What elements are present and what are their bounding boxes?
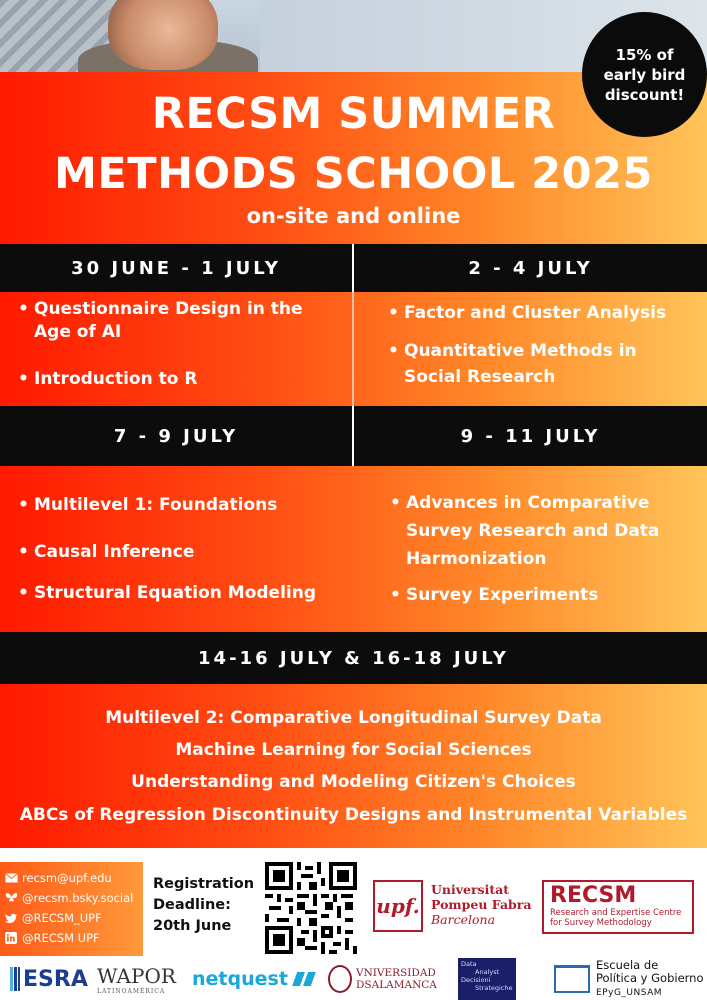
- subtitle: on-site and online: [246, 204, 461, 228]
- netquest-mark-icon: [291, 972, 317, 986]
- course-item-continued: [16, 321, 121, 344]
- das-line-4: Strategiche: [475, 984, 513, 992]
- epyg-logo: [554, 958, 704, 1000]
- recsm-logo-line-1: Research and Expertise Centre: [550, 908, 682, 918]
- contact-bluesky-text: @recsm.bsky.social: [22, 891, 134, 905]
- block2-right-date: 9 - 11 JULY: [460, 425, 601, 447]
- course-item-continued-text: Harmonization: [406, 549, 547, 569]
- contact-bluesky[interactable]: [4, 888, 139, 908]
- salamanca-text: [356, 967, 437, 991]
- registration-date: 20th June: [153, 918, 232, 934]
- registration-line-2: Deadline:: [153, 897, 231, 913]
- course-item-continued: [388, 520, 659, 543]
- upf-line-1: Universitat: [431, 882, 509, 897]
- course-item: Understanding and Modeling Citizen's Choices: [131, 772, 576, 792]
- course-item: • Introduction to R: [16, 368, 197, 391]
- person-face: [108, 0, 218, 70]
- contact-twitter[interactable]: [4, 908, 139, 928]
- block3-header-bar: [0, 632, 707, 684]
- course-item-continued-text: Social Research: [404, 367, 556, 387]
- course-item: • Survey Experiments: [388, 584, 598, 607]
- linkedin-icon: [4, 931, 18, 945]
- footer: [0, 848, 707, 1000]
- course-item: • Questionnaire Design in the: [16, 298, 303, 321]
- course-item-continued-text: Age of AI: [34, 322, 122, 342]
- course-item-continued: [386, 366, 555, 389]
- contact-linkedin[interactable]: [4, 928, 139, 948]
- esra-logo: [10, 958, 88, 1000]
- epyg-line-3: EPyG_UNSAM: [596, 987, 663, 998]
- recsm-logo-line-2: for Survey Methodology: [550, 918, 652, 928]
- course-item: • Advances in Comparative: [388, 492, 649, 515]
- upf-mark: upf.: [373, 880, 423, 932]
- recsm-logo-name: RECSM: [550, 883, 637, 908]
- course-item: • Multilevel 1: Foundations: [16, 494, 277, 517]
- block2-header-bar: [0, 406, 707, 466]
- epyg-text: [596, 959, 704, 1000]
- title-line-2: METHODS SCHOOL 2025: [54, 149, 653, 199]
- block2-left-date: 7 - 9 JULY: [113, 425, 239, 447]
- das-logo: [458, 958, 516, 1000]
- wapor-subtext: LATINOAMÉRICA: [97, 987, 166, 995]
- course-item: ABCs of Regression Discontinuity Designs and Instrumental Variables: [19, 805, 688, 825]
- block3-body: [0, 684, 707, 848]
- netquest-text: netquest: [192, 968, 288, 990]
- block2-body: [0, 466, 707, 632]
- salamanca-logo: [328, 958, 437, 1000]
- block1-right-date: 2 - 4 JULY: [468, 257, 593, 279]
- netquest-logo: [192, 958, 317, 1000]
- title-line-1: RECSM SUMMER: [151, 89, 556, 139]
- das-line-1: Data: [461, 960, 477, 968]
- contact-linkedin-text: @RECSM UPF: [22, 931, 100, 945]
- block1-divider: [352, 292, 354, 406]
- upf-name: [431, 882, 531, 927]
- wapor-logo: [97, 958, 176, 1000]
- salamanca-seal-icon: [328, 965, 352, 993]
- block1-left-date: 30 JUNE - 1 JULY: [71, 257, 281, 279]
- butterfly-icon: [4, 891, 18, 905]
- block1-body: [0, 292, 707, 406]
- block3-date: 14-16 JULY & 16-18 JULY: [198, 647, 509, 669]
- contact-box: [0, 862, 143, 956]
- course-item-continued-text: Survey Research and Data: [406, 521, 660, 541]
- upf-line-2: Pompeu Fabra: [431, 897, 532, 912]
- course-item: Multilevel 2: Comparative Longitudinal Survey Data: [105, 708, 602, 728]
- twitter-bird-icon: [4, 911, 18, 925]
- course-item: • Factor and Cluster Analysis: [386, 302, 666, 325]
- course-item: Machine Learning for Social Sciences: [175, 740, 532, 760]
- esra-text: ESRA: [23, 966, 88, 992]
- qr-code[interactable]: [265, 862, 357, 954]
- esra-bars-icon: [10, 967, 20, 991]
- das-line-2: Analyst: [475, 968, 500, 976]
- contact-email[interactable]: [4, 868, 139, 888]
- epyg-line-1: Escuela de: [596, 957, 659, 972]
- salamanca-line-2: DSALAMANCA: [356, 979, 437, 991]
- wapor-text: WAPOR: [97, 963, 176, 988]
- upf-line-3: Barcelona: [431, 912, 496, 927]
- course-item: • Structural Equation Modeling: [16, 582, 316, 605]
- registration-line-1: Registration: [153, 876, 255, 892]
- course-item: • Quantitative Methods in: [386, 340, 637, 363]
- partner-logos: [0, 958, 707, 1000]
- course-item: • Causal Inference: [16, 541, 194, 564]
- registration-deadline: [153, 874, 263, 937]
- contact-twitter-text: @RECSM_UPF: [22, 911, 102, 925]
- salamanca-line-1: VNIVERSIDAD: [356, 967, 436, 979]
- das-line-3: Decisioni: [461, 976, 491, 984]
- mail-icon: [4, 871, 18, 885]
- contact-email-text: recsm@upf.edu: [22, 871, 112, 885]
- course-item-continued: [388, 548, 547, 571]
- recsm-logo: [542, 880, 694, 934]
- epyg-line-2: Política y Gobierno: [596, 970, 704, 985]
- block1-header-bar: [0, 244, 707, 292]
- upf-logo: [373, 880, 532, 932]
- epyg-book-icon: [554, 965, 590, 993]
- early-bird-badge: 15% of early bird discount!: [582, 12, 707, 137]
